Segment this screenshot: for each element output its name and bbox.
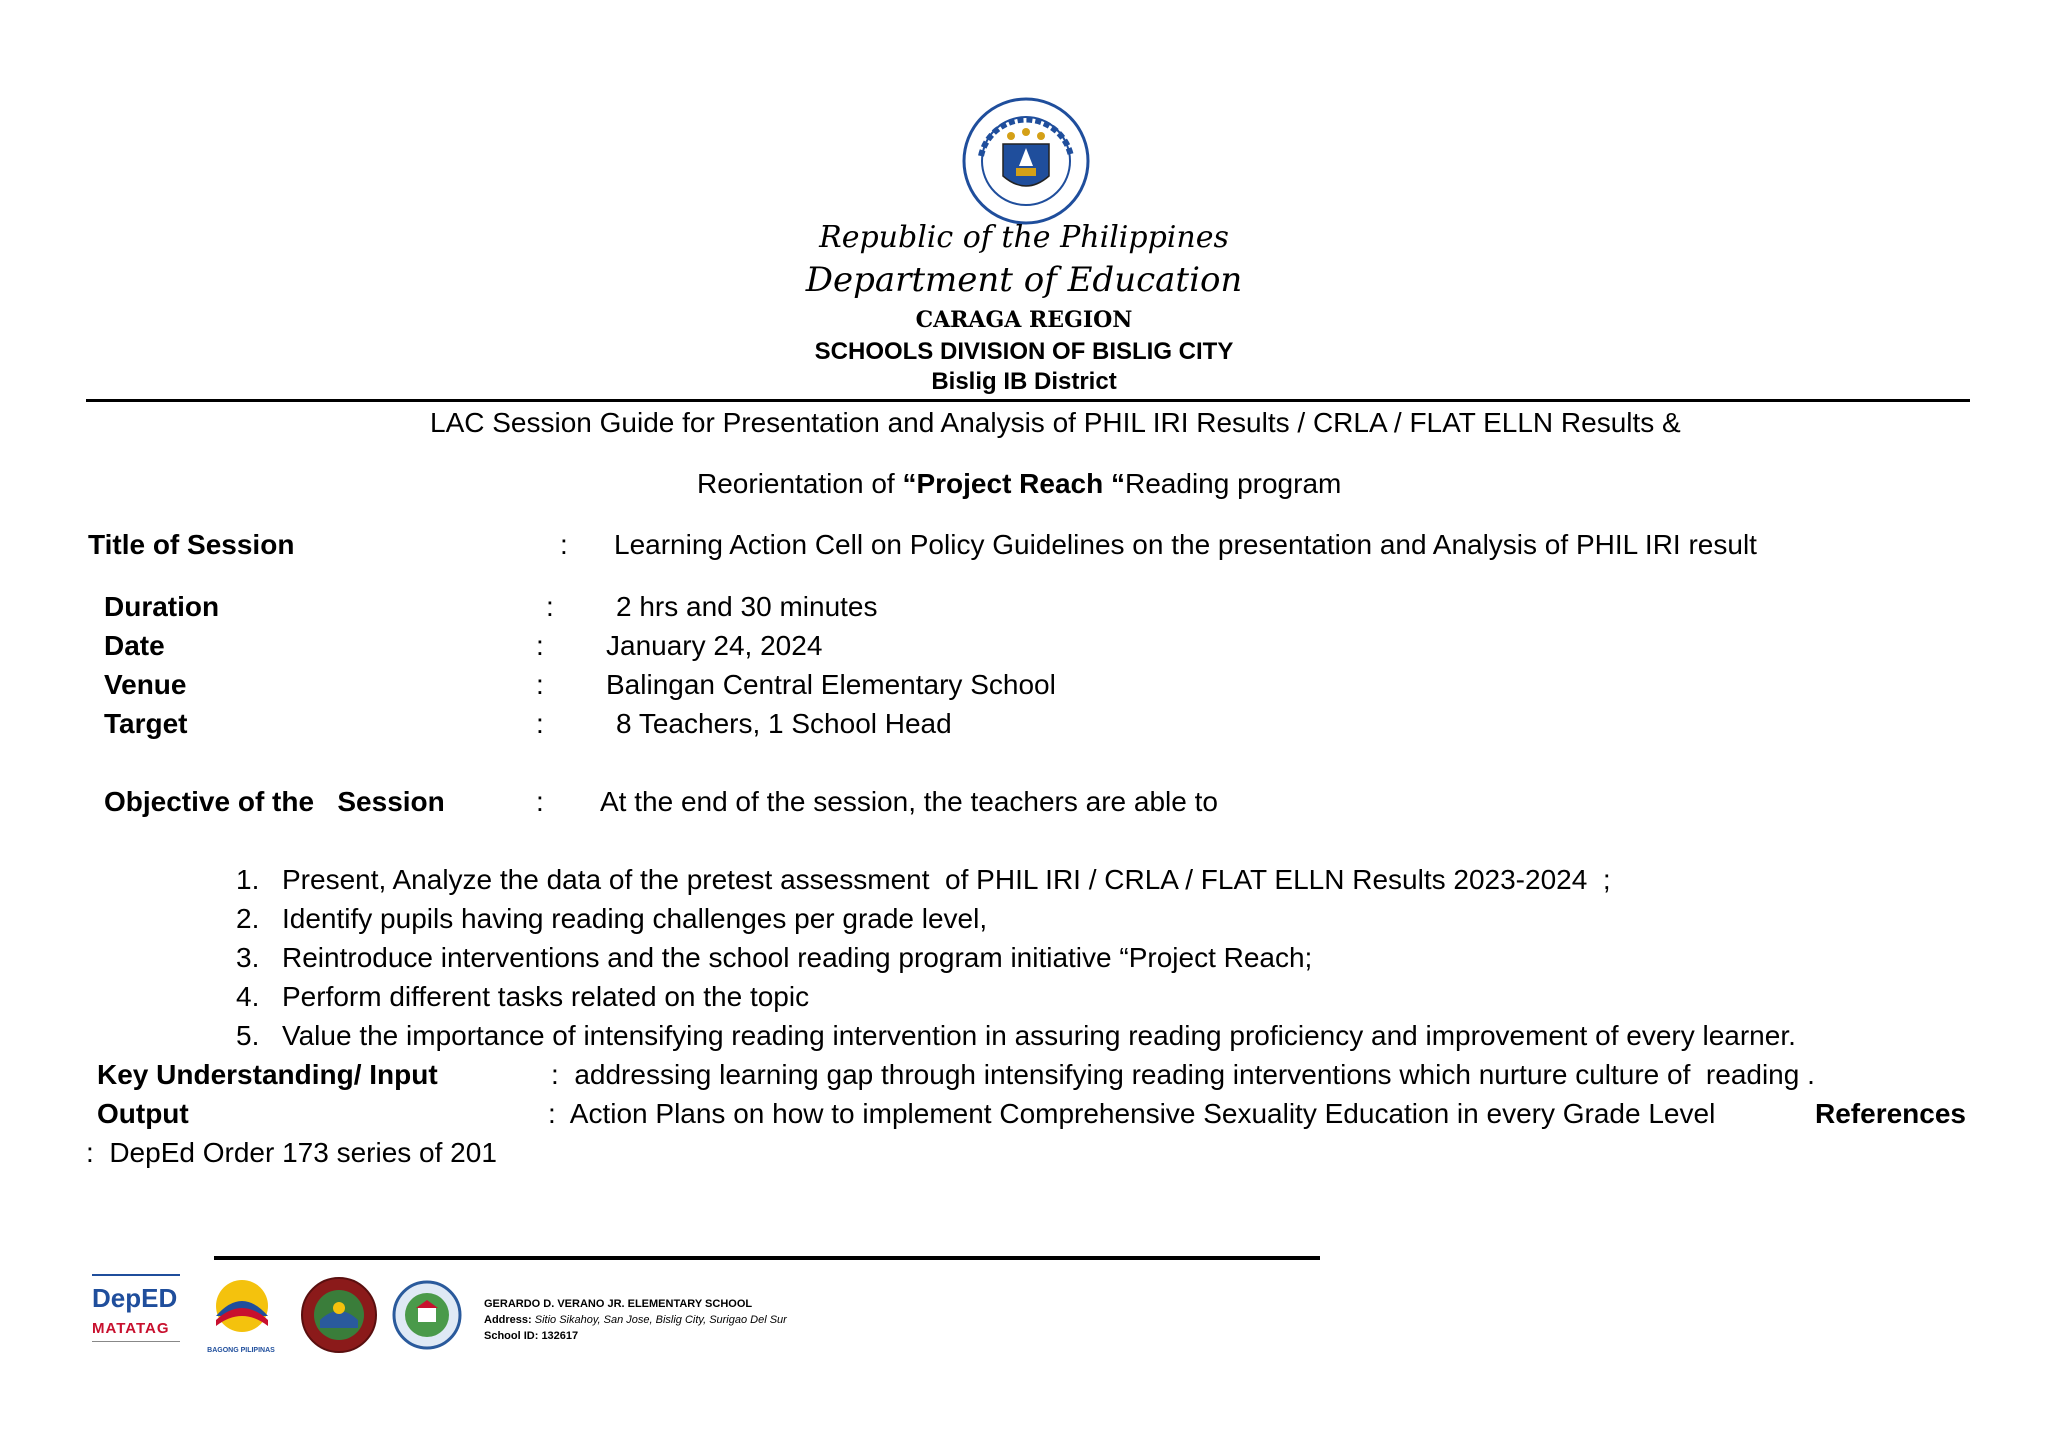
list-item-text: Reintroduce interventions and the school reading program initiative “Project Reach; <box>282 942 1313 973</box>
output-label: Output <box>97 1098 189 1129</box>
duration-value: 2 hrs and 30 minutes <box>616 591 878 622</box>
venue-label: Venue <box>104 669 187 700</box>
bagong-pilipinas-icon <box>202 1276 282 1340</box>
objectives-list <box>236 864 1796 1059</box>
list-item <box>236 903 1796 942</box>
date-colon: : <box>536 630 544 661</box>
references-value: : DepEd Order 173 series of 201 <box>86 1137 497 1168</box>
list-item <box>236 942 1796 981</box>
duration-label: Duration <box>104 591 220 622</box>
guide-line-2 <box>697 468 1341 500</box>
footer-divider <box>214 1256 1320 1260</box>
list-item-number: 1. <box>236 864 260 895</box>
guide-line-1: LAC Session Guide for Presentation and Analysis of PHIL IRI Results / CRLA / FLAT ELLN Results & <box>430 407 1681 438</box>
school-name: GERARDO D. VERANO JR. ELEMENTARY SCHOOL <box>484 1298 753 1310</box>
bagong-pilipinas-text: BAGONG PILIPINAS <box>207 1347 275 1354</box>
duration-colon: : <box>546 591 554 622</box>
region-line: CARAGA REGION <box>915 307 1133 333</box>
target-value: 8 Teachers, 1 School Head <box>616 708 952 739</box>
list-item <box>236 1020 1796 1059</box>
bagong-pilipinas-logo <box>196 1276 286 1356</box>
objective-colon: : <box>536 786 544 817</box>
guide-line-2-suffix: Reading program <box>1125 468 1342 499</box>
school-seal <box>392 1280 462 1350</box>
list-item-number: 3. <box>236 942 260 973</box>
project-reach-title: “Project Reach “ <box>902 468 1125 499</box>
department-line: Department of Education <box>805 260 1243 300</box>
title-of-session-value: Learning Action Cell on Policy Guidelines on the presentation and Analysis of PHIL IRI result <box>614 529 1757 560</box>
deped-matatag-logo <box>92 1274 184 1358</box>
target-colon: : <box>536 708 544 739</box>
deped-logo-text: DepED <box>92 1283 178 1313</box>
republic-line: Republic of the Philippines <box>819 220 1229 255</box>
list-item-number: 4. <box>236 981 260 1012</box>
output-value: : Action Plans on how to implement Comprehensive Sexuality Education in every Grade Level <box>548 1098 1716 1129</box>
division-line: SCHOOLS DIVISION OF BISLIG CITY <box>814 338 1234 365</box>
list-item <box>236 981 1796 1020</box>
list-item-text: Identify pupils having reading challenges per grade level, <box>282 903 988 934</box>
school-info <box>484 1296 1084 1344</box>
list-item-text: Perform different tasks related on the topic <box>282 981 810 1012</box>
bislig-city-seal <box>300 1276 378 1354</box>
key-understanding-value: : addressing learning gap through intensifying reading interventions which nurture culture of reading . <box>551 1059 1815 1090</box>
school-id: School ID: 132617 <box>484 1330 579 1342</box>
header-divider <box>86 399 1970 402</box>
school-address <box>484 1312 1084 1328</box>
school-seal-icon <box>392 1280 462 1350</box>
objective-value: At the end of the session, the teachers are able to <box>600 786 1218 817</box>
address-value: Sitio Sikahoy, San Jose, Bislig City, Surigao Del Sur <box>534 1314 787 1326</box>
references-label: References <box>1815 1098 1966 1129</box>
key-understanding-label: Key Understanding/ Input <box>97 1059 438 1090</box>
date-value: January 24, 2024 <box>606 630 823 661</box>
list-item-number: 2. <box>236 903 260 934</box>
venue-value: Balingan Central Elementary School <box>606 669 1056 700</box>
title-of-session-label: Title of Session <box>88 529 295 560</box>
venue-colon: : <box>536 669 544 700</box>
address-label: Address: <box>484 1314 532 1326</box>
objective-label: Objective of the Session <box>104 786 445 817</box>
target-label: Target <box>104 708 188 739</box>
list-item <box>236 864 1796 903</box>
deped-seal-icon <box>961 96 1091 226</box>
city-seal-icon <box>300 1276 378 1354</box>
list-item-text: Value the importance of intensifying reading intervention in assuring reading proficiency and improvement of every learner. <box>282 1020 1796 1051</box>
date-label: Date <box>104 630 165 661</box>
district-line: Bislig IB District <box>931 368 1117 395</box>
matatag-text: MATATAG <box>92 1320 170 1337</box>
deped-seal <box>961 96 1091 226</box>
title-of-session-colon: : <box>560 529 568 560</box>
list-item-text: Present, Analyze the data of the pretest assessment of PHIL IRI / CRLA / FLAT ELLN Results 2023-2024 ; <box>282 864 1611 895</box>
list-item-number: 5. <box>236 1020 260 1051</box>
guide-line-2-prefix: Reorientation of <box>697 468 903 499</box>
